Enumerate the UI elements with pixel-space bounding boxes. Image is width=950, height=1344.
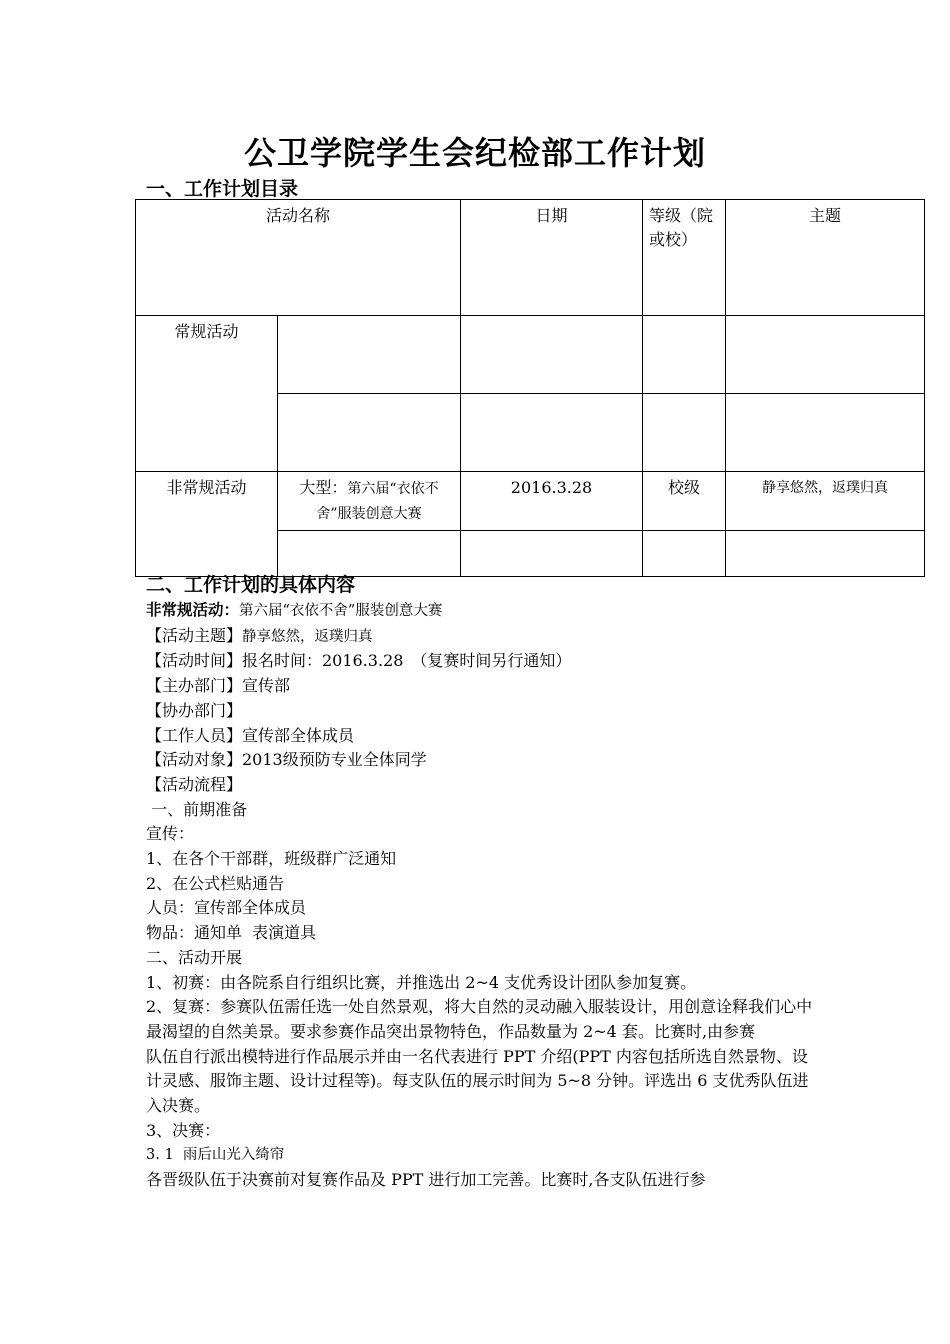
time-line: 【活动时间】报名时间：2016.3.28 （复赛时间另行通知） bbox=[146, 651, 572, 671]
table-cell bbox=[643, 531, 726, 577]
header-level: 等级（院或校） bbox=[643, 200, 726, 316]
regular-activity-label: 常规活动 bbox=[136, 316, 278, 472]
section-heading-catalog: 一、工作计划目录 bbox=[146, 178, 299, 200]
staff-line: 【工作人员】宣传部全体成员 bbox=[146, 725, 355, 745]
promo-item: 2、在公式栏贴通告 bbox=[146, 873, 285, 893]
develop-heading: 二、活动开展 bbox=[146, 947, 243, 967]
round-3-1: 3. 1 雨后山光入绮帘 bbox=[146, 1147, 285, 1164]
header-date: 日期 bbox=[461, 200, 643, 316]
co-host-line: 【协办部门】 bbox=[146, 700, 243, 720]
table-cell bbox=[278, 316, 461, 394]
page-title: 公卫学院学生会纪检部工作计划 bbox=[243, 134, 706, 172]
round-3-text: 各晋级队伍于决赛前对复赛作品及 PPT 进行加工完善。比赛时,各支队伍进行参 bbox=[146, 1170, 706, 1190]
header-theme: 主题 bbox=[726, 200, 925, 316]
activity-size-label: 大型： bbox=[299, 478, 348, 497]
irregular-activity-theme: 静享悠然，返璞归真 bbox=[726, 472, 925, 531]
host-line: 【主办部门】宣传部 bbox=[146, 676, 291, 696]
table-cell bbox=[726, 531, 925, 577]
promo-label: 宣传： bbox=[146, 824, 195, 844]
section-heading-details: 二、工作计划的具体内容 bbox=[146, 574, 356, 596]
table-cell bbox=[461, 394, 643, 472]
table-cell bbox=[278, 394, 461, 472]
header-activity-name: 活动名称 bbox=[136, 200, 461, 316]
activity-name: 第六届“衣依不舍”服装创意大赛 bbox=[239, 603, 443, 619]
items-line: 物品：通知单 表演道具 bbox=[146, 923, 317, 943]
table-cell bbox=[643, 316, 726, 394]
round-2-continued: 队伍自行派出模特进行作品展示并由一名代表进行 PPT 介绍(PPT 内容包括所选自然景物、设计灵感、服饰主题、设计过程等)。每支队伍的展示时间为 5~8 分钟。评选出 6 支优秀队伍进入决赛。 bbox=[146, 1046, 809, 1116]
irregular-activity-level: 校级 bbox=[643, 472, 726, 531]
table-cell bbox=[643, 394, 726, 472]
round-1: 1、初赛：由各院系自行组织比赛，并推选出 2~4 支优秀设计团队参加复赛。 bbox=[146, 972, 697, 992]
theme-value: 静享悠然，返璞归真 bbox=[242, 628, 373, 645]
flow-line: 【活动流程】 bbox=[146, 774, 243, 794]
prep-heading: 一、前期准备 bbox=[146, 799, 248, 819]
plan-table bbox=[135, 199, 925, 577]
round-2: 2、复赛：参赛队伍需任选一处自然景观，将大自然的灵动融入服装设计，用创意诠释我们心中最渴望的自然美景。要求参赛作品突出景物特色，作品数量为 2~4 套。比赛时,由参赛 bbox=[146, 997, 813, 1041]
theme-label: 【活动主题】 bbox=[146, 625, 243, 645]
table-header-row bbox=[136, 200, 925, 316]
table-cell bbox=[726, 394, 925, 472]
table-cell bbox=[461, 316, 643, 394]
theme-line bbox=[146, 624, 816, 650]
plan-details bbox=[146, 598, 816, 1193]
table-row bbox=[136, 472, 925, 531]
table-row bbox=[136, 316, 925, 394]
promo-item: 1、在各个干部群，班级群广泛通知 bbox=[146, 849, 397, 869]
irregular-activity-name bbox=[278, 472, 461, 531]
target-line: 【活动对象】2013级预防专业全体同学 bbox=[146, 750, 427, 770]
activity-line bbox=[146, 598, 816, 624]
activity-label: 非常规活动： bbox=[146, 601, 240, 619]
table-cell bbox=[461, 531, 643, 577]
staff-line-2: 人员：宣传部全体成员 bbox=[146, 898, 307, 918]
table-cell bbox=[726, 316, 925, 394]
irregular-activity-date: 2016.3.28 bbox=[461, 472, 643, 531]
irregular-activity-label: 非常规活动 bbox=[136, 472, 278, 577]
round-3: 3、决赛： bbox=[146, 1120, 221, 1140]
activity-name: 第六届“衣依不舍”服装创意大赛 bbox=[316, 481, 439, 522]
